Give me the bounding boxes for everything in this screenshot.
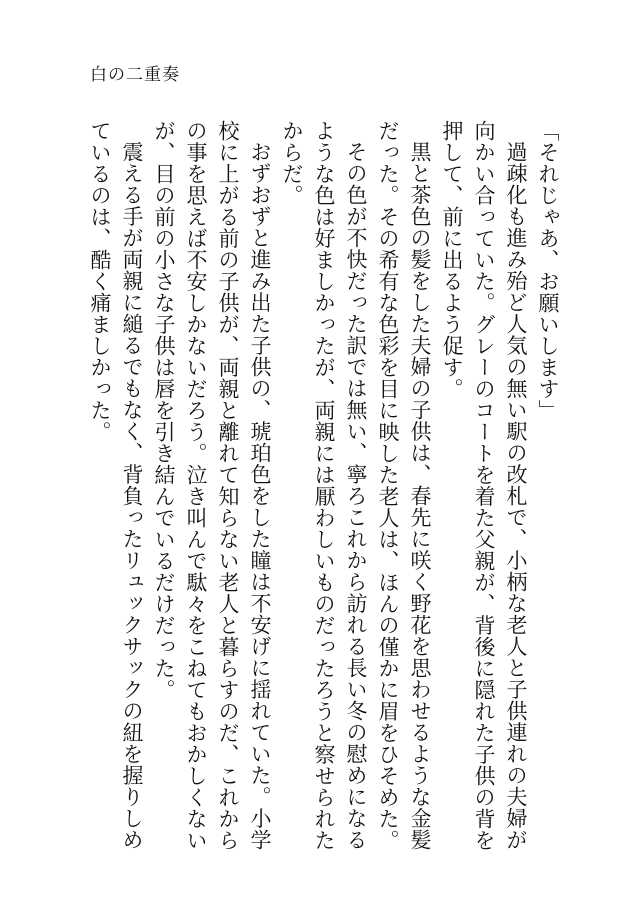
- paragraph-hair: 黒と茶色の髪をした夫婦の子供は、春先に咲く野花を思わせるような金髪だった。その希有な色彩を目に映した老人は、ほんの僅かに眉をひそめた。: [376, 120, 432, 851]
- paragraph-color: その色が不快だった訳では無い、寧ろこれから訪れる長い冬の慰めになるような色は好ましかったが、両親には厭わしいものだったろうと察せられたからだ。: [280, 120, 368, 851]
- page-title: 白の二重奏: [90, 65, 180, 85]
- paragraph-station: 過疎化も進み殆ど人気の無い駅の改札で、小柄な老人と子供連れの夫婦が向かい合っていた。グレーのコートを着た父親が、背後に隠れた子供の背を押して、前に出るよう促す。: [440, 120, 528, 851]
- paragraph-dialogue: 「それじゃあ、お願いします」: [536, 120, 560, 421]
- paragraph-hands: 震える手が両親に縋るでもなく、背負ったリュックサックの紐を握りしめているのは、酷く痛ましかった。: [88, 120, 144, 851]
- paragraph-child: おずおずと進み出た子供の、琥珀色をした瞳は不安げに揺れていた。小学校に上がる前の子供が、両親と離れて知らない老人と暮らすのだ、これからの事を思えば不安しかないだろう。泣き叫んで駄々をこねてもおかしくないが、目の前の小さな子供は唇を引き結んでいるだけだった。: [152, 120, 272, 851]
- story-body: [84, 120, 564, 860]
